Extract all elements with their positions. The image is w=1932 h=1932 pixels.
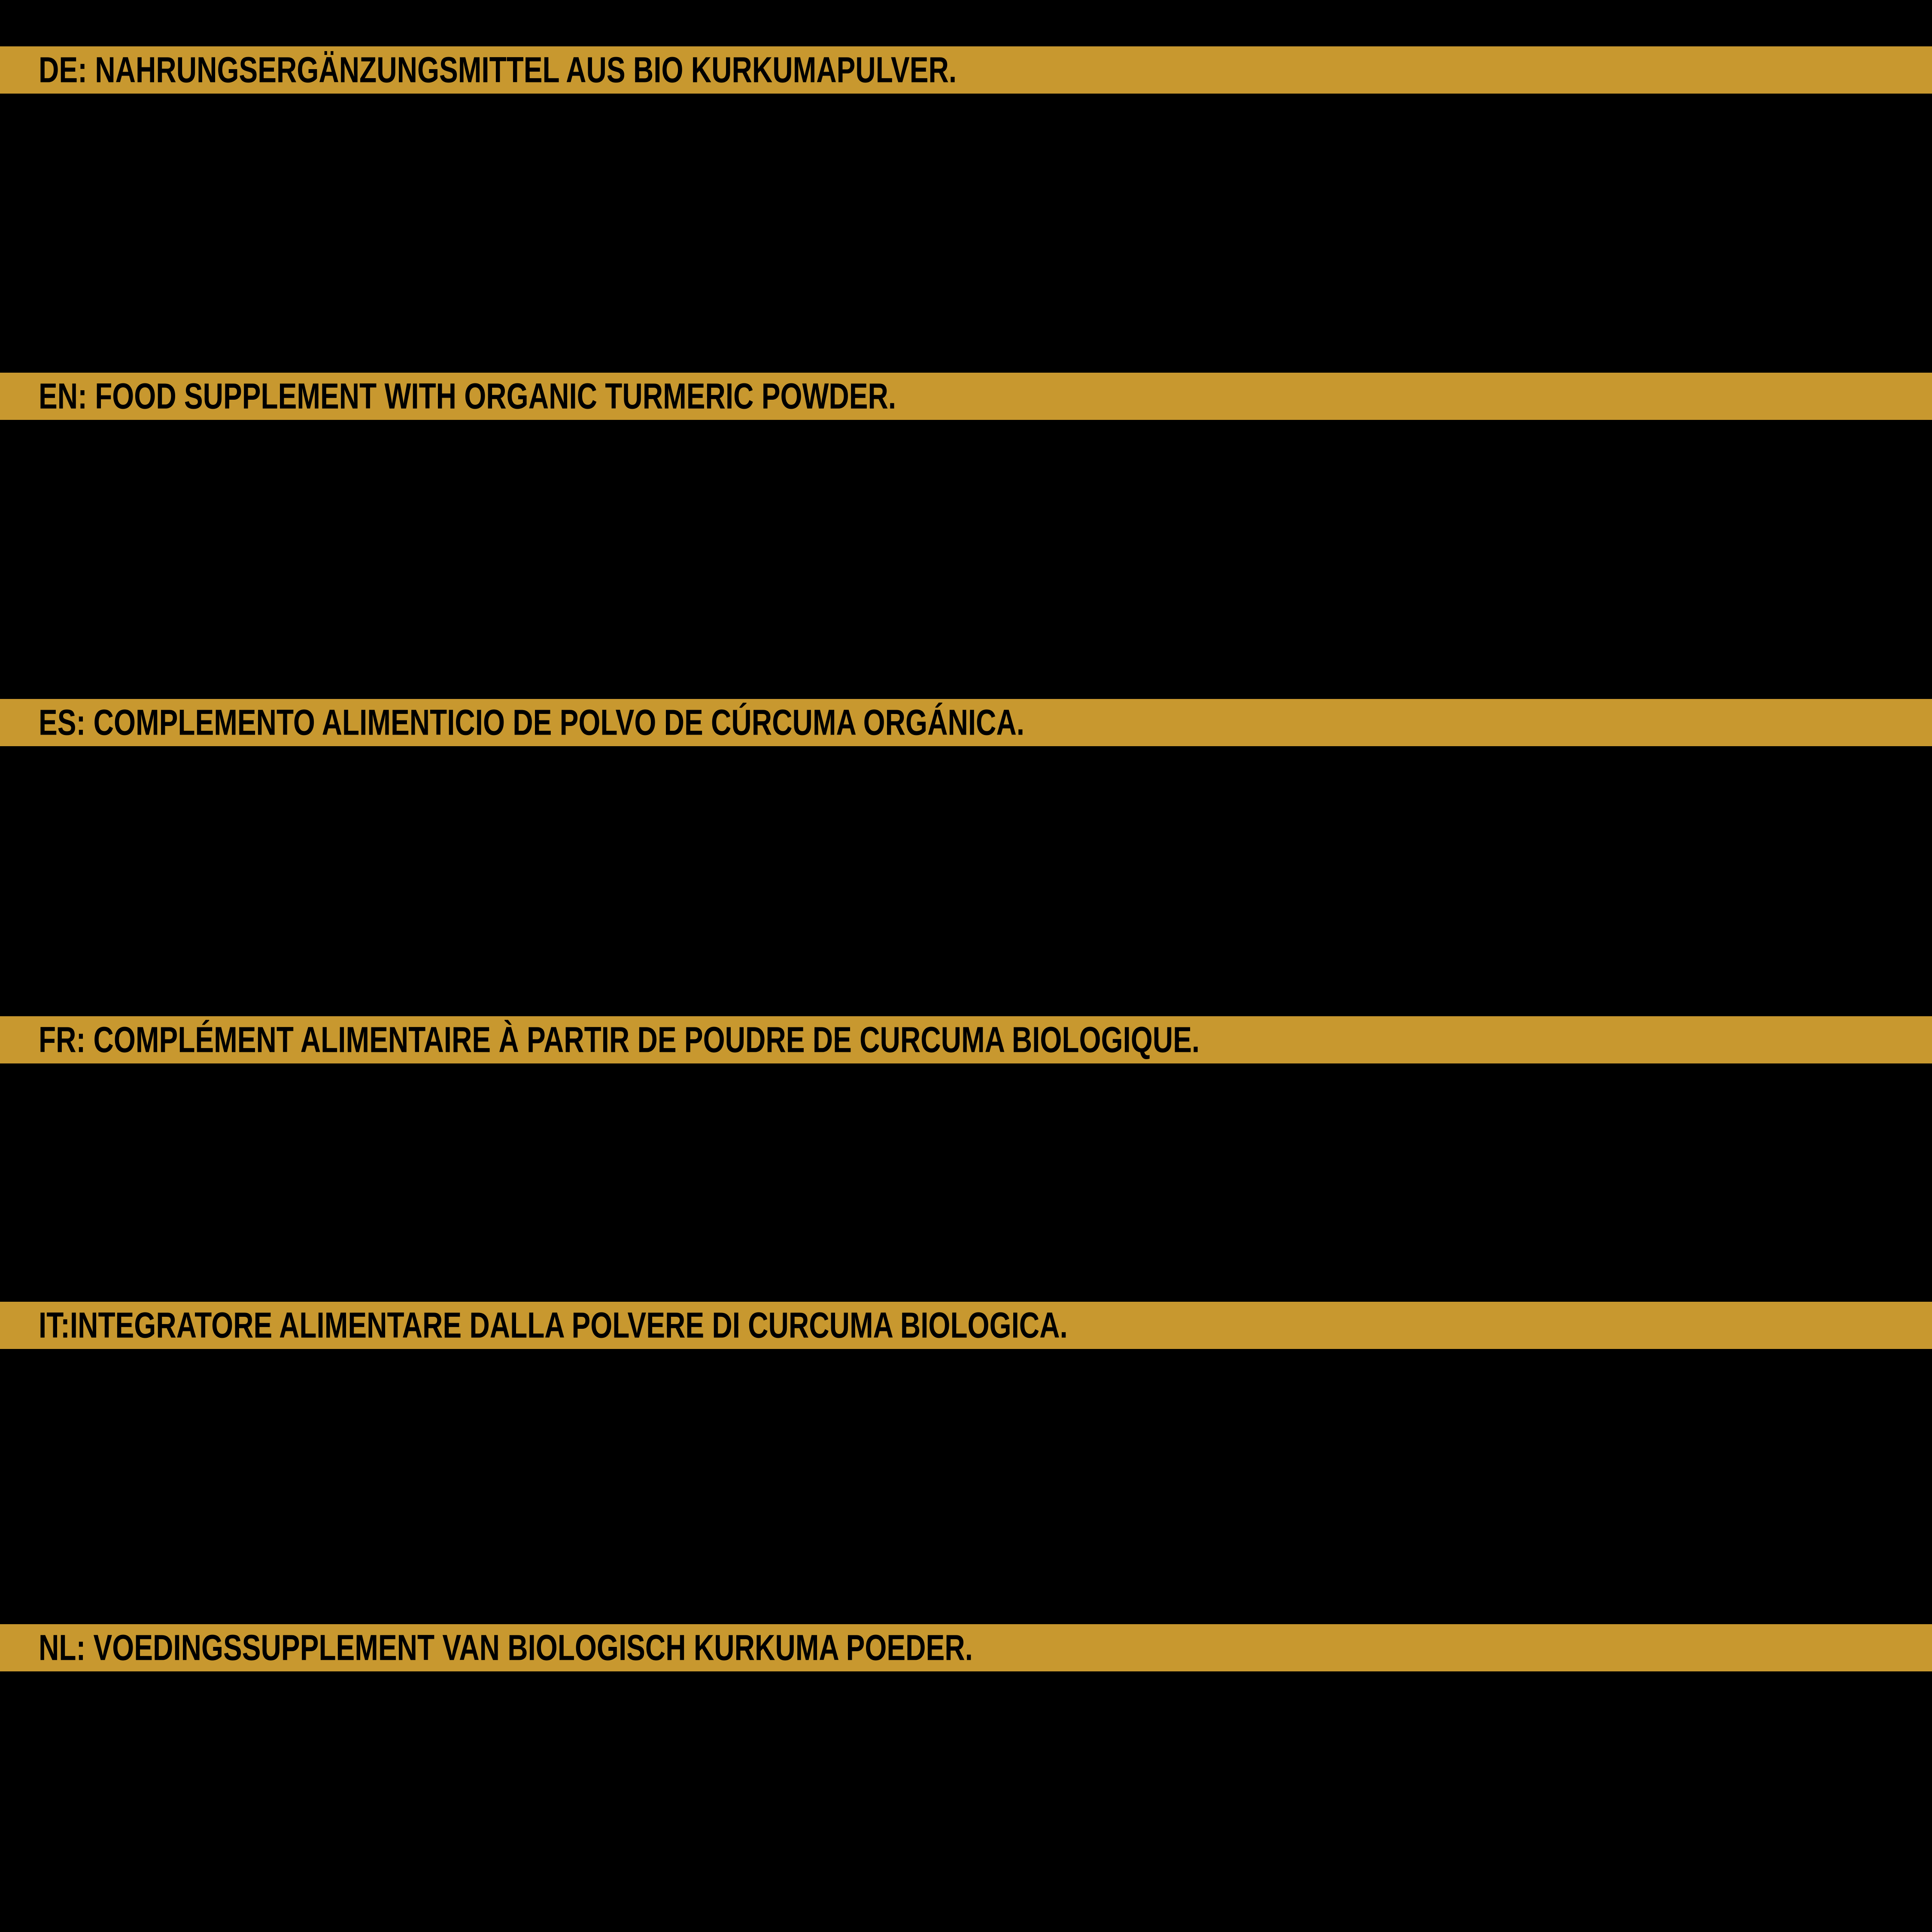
label-text-es: ES: COMPLEMENTO ALIMENTICIO DE POLVO DE CÚRCUMA ORGÁNICA. <box>39 702 1025 743</box>
language-bar-de <box>0 46 1932 94</box>
language-bar-it <box>0 1302 1932 1349</box>
label-text-fr: FR: COMPLÉMENT ALIMENTAIRE À PARTIR DE POUDRE DE CURCUMA BIOLOGIQUE. <box>39 1019 1200 1060</box>
language-bar-en <box>0 373 1932 420</box>
language-bar-fr <box>0 1016 1932 1063</box>
label-text-it: IT:INTEGRATORE ALIMENTARE DALLA POLVERE DI CURCUMA BIOLOGICA. <box>39 1305 1068 1346</box>
label-text-nl: NL: VOEDINGSSUPPLEMENT VAN BIOLOGISCH KURKUMA POEDER. <box>39 1627 973 1668</box>
label-text-en: EN: FOOD SUPPLEMENT WITH ORGANIC TURMERIC POWDER. <box>39 376 896 416</box>
language-bar-nl <box>0 1624 1932 1671</box>
language-bar-es <box>0 699 1932 746</box>
label-text-de: DE: NAHRUNGSERGÄNZUNGSMITTEL AUS BIO KURKUMAPULVER. <box>39 49 957 90</box>
